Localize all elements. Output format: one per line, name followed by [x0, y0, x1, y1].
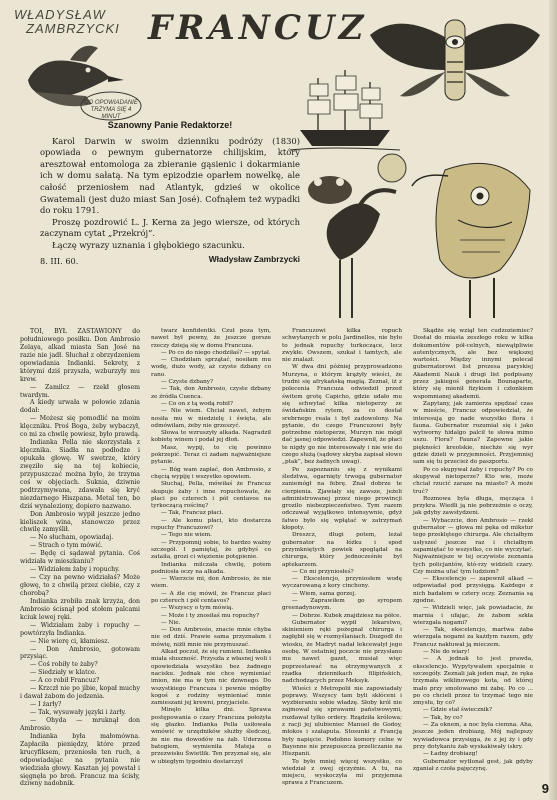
story-paragraph: Indianka zrobiła znak krzyża, don Ambrosio ścisnął pod stołem palcami kciuk lewej ręki.: [20, 597, 140, 621]
story-paragraph: Słuchaj, Pella, mówiłaś że Francuz skupuje żaby i inne ropuchowate, że płaci po czterech i pół centavos na tyrkoczącą rościnę?: [151, 481, 271, 510]
story-paragraph: — Ohyda — mruknął don Ambrosio.: [20, 716, 140, 732]
story-paragraph: A kiedy urwała w połowie zdania dodał:: [20, 399, 140, 415]
story-paragraph: — Gdzie stał świecznik?: [423, 707, 493, 714]
story-paragraph: — Tak, wysuwały języki i żarły.: [30, 709, 127, 716]
story-paragraph: — Będę ci sądawał pytania. Coś widziała w mieszkaniu?: [20, 550, 140, 566]
story-body: [20, 328, 540, 794]
story-paragraph: — Tak, don Ambrosio, czyste dzbany ze źródła Cuenca.: [151, 386, 271, 400]
frog-icon: [308, 176, 352, 204]
page-number: 9: [541, 781, 549, 796]
story-paragraph: Po zapoznaniu się z wynikami śledztwa, ogarnięty trwogą gubernator zaniemógł na febrę. Znał dobrze te cierpienia. Zjawiały się zawsze, jeżeli administrowanej przez niego prowincji groziło niebezpieczeństwo. Tym razem odczuwał wyjątkowo intensywnie, gdyż fatwo było się wpłątać w zatrzymań kłopoty.: [282, 466, 402, 532]
letter-signature: Władysław Zambrzycki: [208, 253, 300, 264]
story-paragraph: Dreszcz, długi potem, leżał gubernator na łóżku i spod przymkniętych powiek spoglądał na chirurga, który jednocześnie był aptekarzem.: [282, 532, 402, 568]
author-name: [14, 8, 120, 36]
story-title: FRANCUZ: [148, 8, 368, 48]
story-paragraph: — Wiem, sama gorzej.: [292, 590, 357, 597]
story-paragraph: — Don Ambrosio, gotowam przysiąc.: [20, 645, 140, 661]
story-paragraph: — Wierzcie mi, don Ambrosio, że nie wiem.: [151, 576, 271, 590]
story-paragraph: — Co mi przyniosłeś?: [292, 568, 354, 575]
story-paragraph: — Nie wierę ci, kłamiesz.: [30, 637, 110, 645]
author-line-1: WŁADYSŁAW: [14, 7, 106, 22]
story-paragraph: — Zaprawiłem go syropem greenadynowym.: [282, 597, 402, 612]
story-paragraph: — A źle cię mówił, że Francuz płaci po czterech i pół centavos?: [151, 590, 271, 604]
story-paragraph: — Możesz się pomodlić na moim klęczniku. Proś Boga, żeby wybaczył, co mi za chwilę powiesz, było prawdą.: [20, 415, 140, 439]
letter-paragraph: Karol Darwin w swoim dzienniku podróży (1830) opowiada o pewnym gubernatorze chilijskim, który aresztował entomologa za zbieranie gąsienic i dokarmianie ich w domu sałatą. Na tym epizodzie oparłem nowelkę, ale całość przeniosłem nad Atlantyk, gdzieś w okolice Gwatemali (jest dużo miast San José). Cofnąłem też wypadki do roku 1791.: [40, 135, 300, 216]
story-paragraph: — A jednak to jest prawda, ekscelencjo. Wypytywałem specjalnie o szczegóły. Zeznali jak jeden mąż, że ręka trzymała wiklinowego kota, od której mało przy smolowano mi żabę. Po co ... po co chcieli przez to trzymać tego nie zmysłu, by co?: [413, 656, 533, 707]
story-paragraph: — Zamilcz — rzekł głosem twardym.: [20, 383, 140, 399]
story-paragraph: Alkad poczuł, że się rumieni. Indianka miała słuszność. Przyszła z własnej woli i opowiedziała wszystko bez żadnego nacisku. Jednak nie chce wymieniać imion, nie ma w tym nic dziwnego. Do wszystkiego Francuza i pewnie mógłby kogoś z rodziny wymieniać mnie zamieszani jej krewni, przyjaciele.: [151, 649, 271, 707]
story-paragraph: — Ale komu płaci, kto dostarcza ropuchy Francuzowi?: [151, 517, 271, 532]
story-paragraph: — I żarły?: [30, 701, 62, 709]
story-paragraph: — Strach o tym mówić.: [30, 542, 103, 550]
story-paragraph: — Tak, ekscelencjo, martwa żaba wierzgała nogami za każdym razem, gdy Francuz nakłuwał ją mieczem.: [413, 627, 533, 648]
letter-paragraph: Łączę wyrazy uznania i głębokiego szacunku.: [52, 239, 245, 250]
story-paragraph: — Chodziłam sprzątać, nosiłam mu wodę, dużo wody, aż czyste dzbany co rano.: [151, 357, 271, 378]
story-paragraph: To było mniej więcej wszystko, co wiedział z owej ojczyźnie. A tu, na miejscu, wyskoczyła mi przyjemna sprawa z Francuzem.: [282, 758, 402, 787]
story-paragraph: — Czy na pewno widziałaś? Może głowę, to z chwilą przez ciebie, czy z chorobą?: [20, 574, 140, 597]
column-2: [151, 328, 271, 766]
story-paragraph: Skądże się wziął ten cudzoziemiec? Dostał do miasta zeszłego roku w kilka dokumentów pół-celnych, niewątpliwie autentycznych, ale bez większej wartości. Między innymi polecał gubernatorowi list prezesa paryskiej Akademii Nauk i drugi list podpisany przez jakiegoś generała Bounaparte, który się mienił fizykiem i członkiem wspomnianej akademii.: [413, 328, 533, 400]
story-paragraph: — Bóg wam zapłać, don Ambrosio, z chęcią wypiję i wszystko opowiem.: [151, 466, 271, 480]
story-paragraph: Po co skupywał żaby i ropuchy? Po co skupywał nietoperze? Kto wie, może chciał rzucić zaraze na miasto? A może truć?: [413, 466, 533, 495]
letter-date: 8. III. 60.: [40, 255, 79, 266]
story-paragraph: TOI, BYŁ ZASTAWIONY do południowego posiłku. Don Ambrosio Zelaya, alkad miasta San José na razie nie jadł. Słuchał z obrzydzeniem opowiadania Indianki. Sekrety, z którymi dziś przyszła, wzburzyły mu krew.: [20, 328, 140, 383]
story-paragraph: Wieści z Metropolii nie zapowiadały poprawy. Wszyscy tam byli skłóceni i wyzbieraniu sobie władzę. Słoby król nie zajmował się sprawami państwowymi, rozdawał tylko ordery. Rządziła królowa; z racji jej ulubieniec Manuel de Godoy, młokos i szałaputa. Stosunki z Francją były napięcie. Podobno komory celne w Bayonne nie przepuszcza przeliczanie na Hiszpanii.: [282, 685, 402, 758]
story-paragraph: — Widziałem żaby i ropuchy.: [30, 566, 120, 574]
story-paragraph: — A co robił Francuz?: [30, 677, 100, 685]
story-paragraph: — Za oknem, a noc była ciemna. Aha, jeszcze jeden drobiazg, Mój najlepszy wywiadowca przysięga, że z jej ży i gdy przy dotykaniu żab wyskakiwały iskry.: [413, 722, 533, 750]
story-paragraph: Don Ambrosio wypił jeszcze jedno kieliszek wina, stanowczo przez chwilę zamyślił.: [20, 510, 140, 534]
crane-bird-icon: [327, 190, 396, 318]
story-paragraph: Indianka była małomówna. Zapłaciła pieniędzy, które przed krucyfiksem, przeniosła ten ruch, a odpowiadając na pytania nie wiedziała głowy. Kasztan jej powstał i sięgnęła po broń. Francuz ma ścisły, dziwny nadobnik.: [20, 732, 140, 788]
author-line-2: ZAMBRZYCKI: [26, 21, 120, 36]
story-paragraph: Minęło kilka dni. Sprawa postępowania o czary Francuza położyła się głazko. Indianka Pella usiłowała wmówić w urzędników służby śledczej, że nie ma dowodów na żab. Uderzona batogiem, wymieniła Mateja o przezwisku Świetlik. Ten przyznał się, ale w ubiegłym tygodniu dostarczył: [151, 707, 271, 765]
story-paragraph: — Krzczł nie po jibie, kopał muchy i dawał żabom do jedzenia.: [20, 685, 140, 701]
story-paragraph: — Ekscelencjo — zapewnił alkad — odpowiadał pod przysięgą. Każdego z nich badałem w cztery oczy. Zeznania są zgodne.: [413, 576, 533, 604]
story-paragraph: — Widzieli więc, jak powiadacie, że marnia i ufając, że żabom szkła wierzgała nogami?: [413, 605, 533, 626]
eye-butterfly-icon: [370, 20, 540, 100]
story-paragraph: — Wszyscy o tym mówią.: [161, 605, 234, 612]
editor-letter: [40, 120, 300, 265]
story-paragraph: — Tak, by co?: [423, 714, 463, 721]
story-paragraph: — Przypomnij sobie, to bardzo ważny szczegół. I pamiętaj, że gdybyś co zataiła, grozi ci więzienie potępienie.: [151, 539, 271, 561]
story-paragraph: twarz konfidentki. Czuł poza tym, nawet był pewny, że jeszcze gorsze rzeczy dzieją się w domu Francuza.: [151, 328, 271, 349]
story-paragraph: — Siedziały w klatce.: [30, 669, 97, 677]
story-paragraph: — Czyste dzbany?: [161, 379, 214, 386]
story-paragraph: — Może i ty znosiłaś mu ropuchy?: [161, 612, 260, 619]
story-paragraph: — Co on z tą wodą robił?: [161, 400, 233, 407]
story-paragraph: — No słucham, opowiadaj.: [30, 534, 114, 542]
story-paragraph: — Nie wiem. Chciał nawet, żebym nosiła mu w niedzielę i święta, ale odmówiłam, żeby nie grzeszyć.: [151, 408, 271, 429]
story-paragraph: — Nie do wiary!: [423, 649, 470, 656]
story-paragraph: Rozmowa była długa, męcząca i przykra. Wiedli ją nie pobrzeżnie o oczy, jak gdyby zawstydzeni.: [413, 495, 533, 517]
story-paragraph: Masz, wypij, to cię powinno pokrzepić. Teraz ci zadam najważniejsze pytanie.: [151, 444, 271, 466]
story-paragraph: — Don Ambrosio, znacie mnie chyba nie od dziś. Prawie sama przyznałam i mówię, niżli mnie nie przymuszać.: [151, 627, 271, 648]
story-paragraph: — Wybaczcie, don Ambrosio — rzekł gubernator — głowa mi pęka od mikstur tego przeklętego chirurga. Ale chciałbym usłyszeć jeszcze raz i chciałbym zapamiętać to wszystko, co nie wyczytać. Najważniejsze w tej oczywiste zeznania tych policjantów, któ-rzy widzieli czary. Czy można ufać tym ludziom?: [413, 517, 533, 575]
letter-greeting: Szanowny Panie Redaktorze!: [107, 120, 233, 130]
story-paragraph: Słowa te wzruszyły alkada. Nagradził kobietę winem i podał jej dłoń.: [151, 430, 271, 444]
story-paragraph: W dwa dni później przyprowadzono Murzyna, o którym krążyły wieści, że trudni się afrykańską magią. Zeznał, iż z polecenia Francuza odwiedził przed świtem grotę Capicho, gdzie udało mu się schwytać kilka nietoperzy ze świdańskim rytem, za co dostał srebrnego reala i był zadowolony. Na pytanie, do czego Francuzowi były potrzebne nietoperze, Murzyn nie mógł dać jasnej odpowiedzi. Zapewnił, że płaci te nigdy go nie interesowały i nie wie do czego służą (sądowy skryba zapisał słowo „ptak”, bez żadnych uwag).: [282, 364, 402, 466]
story-paragraph: — Tego nie wiem.: [161, 532, 212, 539]
story-paragraph: — Widziałam żaby i ropuchy — powtórzyła Indianka.: [20, 621, 140, 637]
story-paragraph: — Nie.: [161, 619, 181, 626]
story-paragraph: — Coś robiły te żaby?: [30, 661, 98, 669]
moon-icon: [378, 154, 406, 182]
story-paragraph: — Ekscelencjo, przyniosłem wodę wyczarowaną z kory cinchony.: [282, 576, 402, 590]
column-4: [413, 328, 533, 773]
story-paragraph: Indianka milczała chwilę, potem podniosła oczy na alkada.: [151, 561, 271, 575]
owl-frog-icon: [412, 163, 530, 318]
page-fold: [549, 0, 557, 800]
reading-time-stamp: CO OPOWIADANIE TRZYMA SIĘ 4 MINUT: [84, 100, 138, 120]
story-paragraph: — Dobrze. Kubek znajdziesz na półce.: [292, 612, 402, 619]
story-paragraph: Gubernator wytłonał gest, jak gdyby zganiał z czoła pajęczynę.: [413, 758, 533, 772]
story-paragraph: — Tak, Francuz płaci.: [161, 510, 224, 517]
story-paragraph: Gubernator wypił lekarstwo, skinieniem ręki pożegnał chirurga i zagłębił się w rozmyślaniach. Dozgodł do wiosku, że Madryt nadał łekcewałył jego osobę. W ostatniej poczcie nie przysłano mu nawet gazet, musiał więc poprzestawać na otrzymywanych z rzadka dziennikach filipińskich, nadchodzących przez Meksyk.: [282, 619, 402, 685]
column-1: [20, 328, 140, 788]
bird-icon: [28, 46, 124, 107]
story-paragraph: Indianka Pella nie skorzystała z klęcznika. Siadła na podłodze i opukała głowę. W swetrze, który zwęziło się na tej kobiecie, przypuszczać można było, że trzyma coś w objęciach. Suknia, dziwnie podtrzymywana, zdawała się kryć niezdarnego Hiszpana. Metal ten, bo dziś wynaleziony, dopiero nazwano.: [20, 439, 140, 510]
story-paragraph: Zapytany, jak zamierza spędzać czas w mieście, Francuz odpowiedział, że interesują go nade wszystko flora i fauna. Gubernator rozumiał się i jako wytworny hidalgo palcił te słowa mimo uszu. Flora? Fauna? Zapewne jakie piękności kreolskie, niechże się wyr gdzie dzieli w przyjemności. Przyjemniej sam się tu przecież do paszportu.: [413, 400, 533, 466]
story-paragraph: — Ładny drobiazg!: [423, 751, 478, 758]
story-paragraph: Francuzowi kilka ropuch schwytanych w polu Jardinellos, nie było to jednak ropuchy turkoczące, lecz zwykłe. Owszem, szukał i tamtych, ale nie znalazł.: [282, 328, 402, 364]
letter-paragraph: Proszę pozdrowić L. J. Kerna za jego wiersze, od których zaczynam cytat „Przekrój”.: [40, 216, 300, 239]
sailing-ship-icon: [290, 70, 400, 150]
story-paragraph: — Po co do niego chodziłaś? — spytał.: [161, 349, 271, 356]
column-3: [282, 328, 402, 788]
